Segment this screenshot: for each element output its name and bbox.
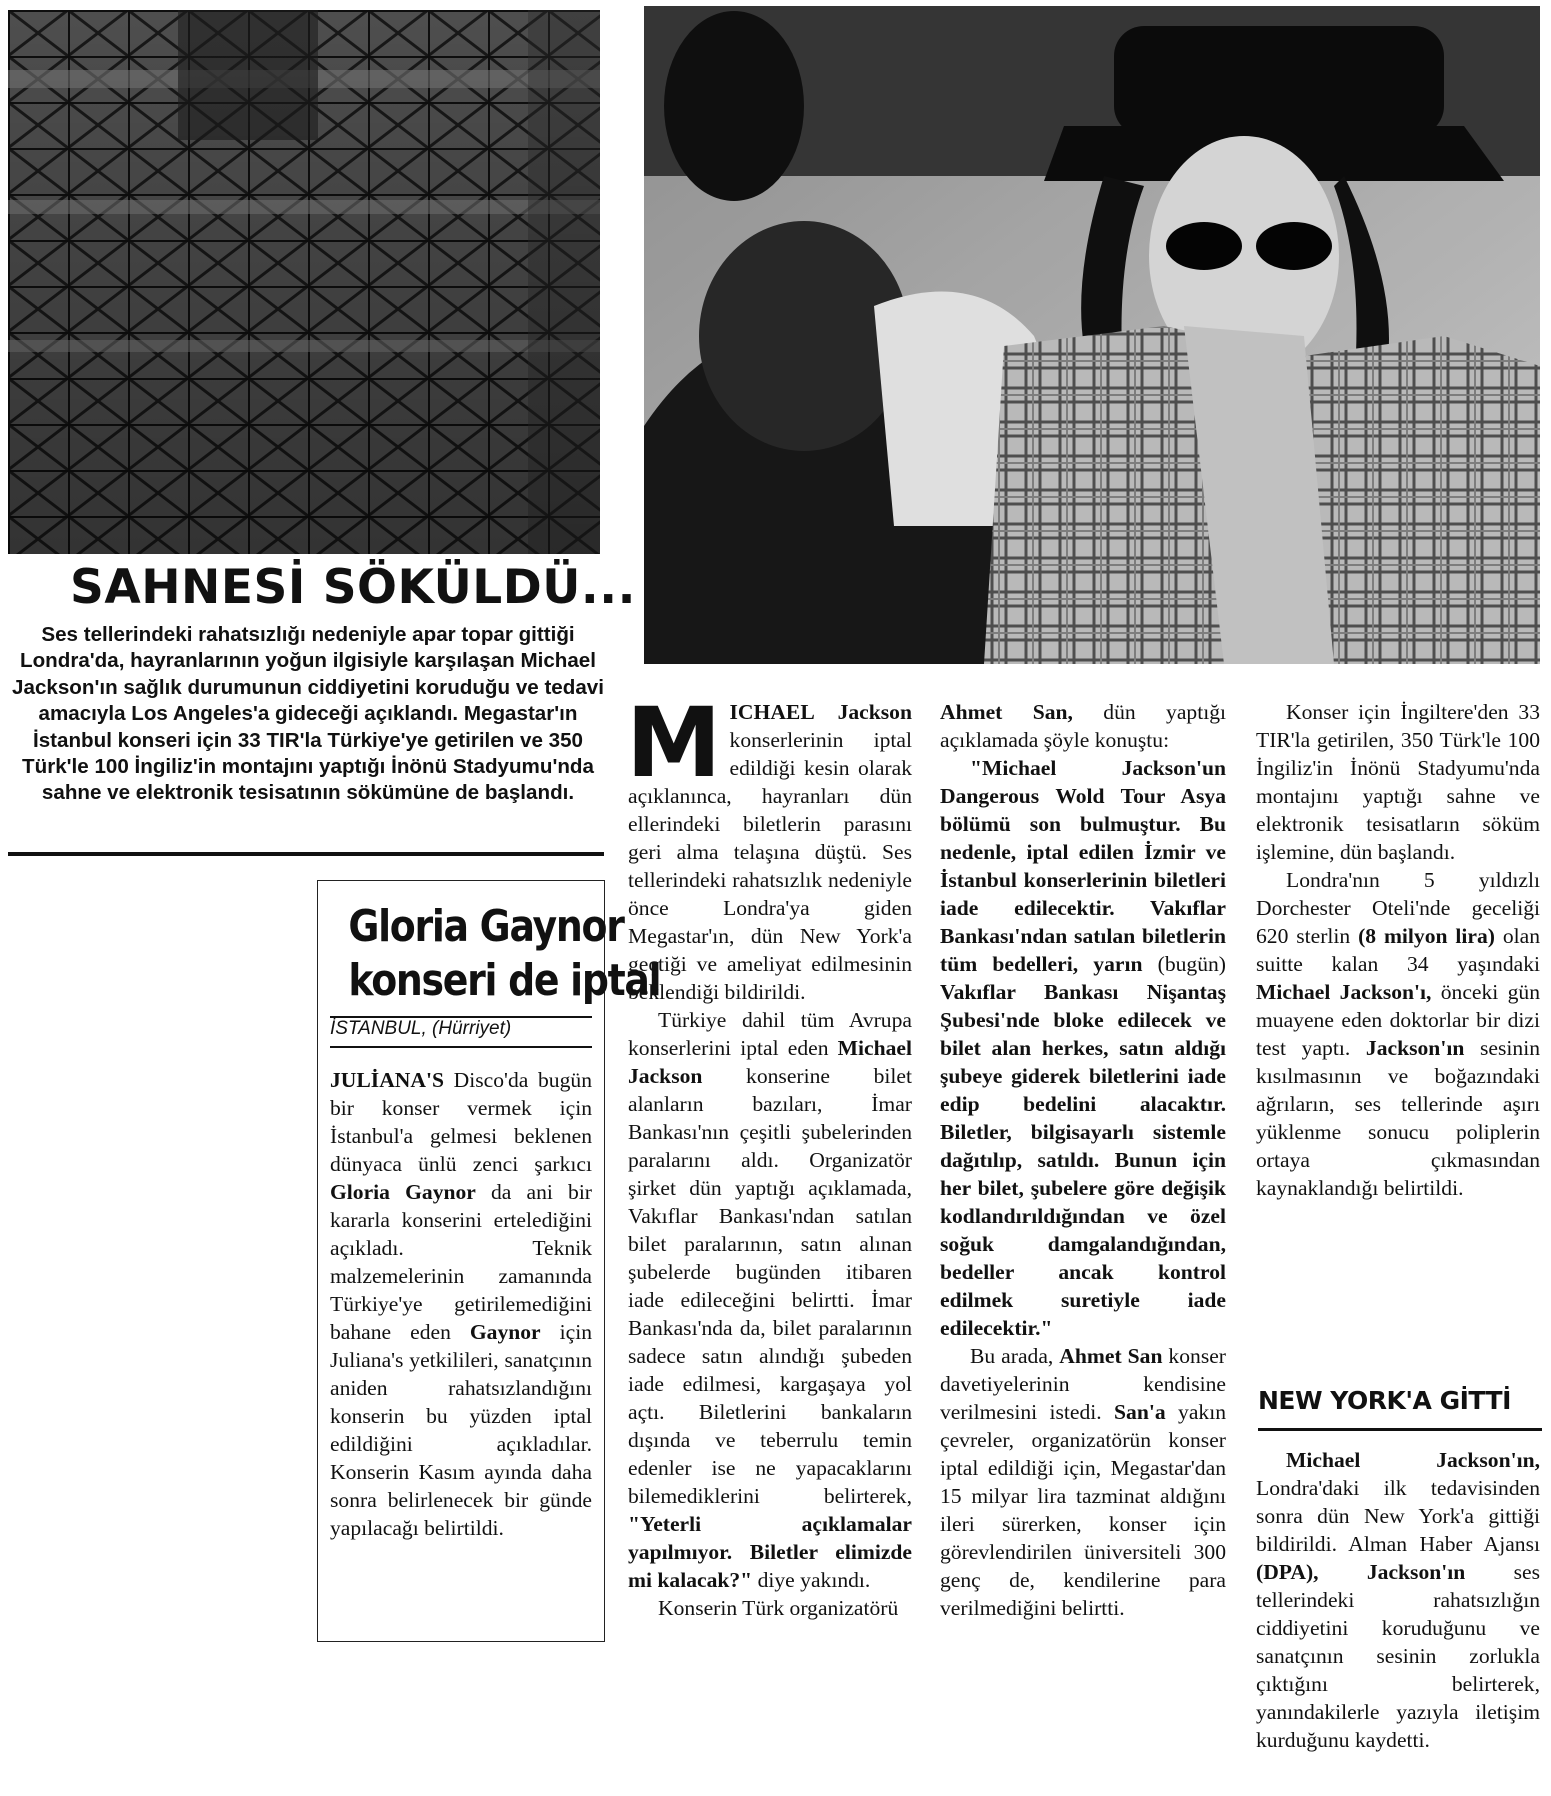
bold-text: "Yeterli açıklamalar yapılmıyor. Biletler elimizde mi kalacak?" — [628, 1512, 912, 1592]
body-text: da ani bir kararla konserini ertelediğini açıkladı. Teknik malzemelerinin zamanında Türkiye'ye getirilemediğini bahane eden — [330, 1180, 593, 1344]
bold-text: Gaynor — [469, 1320, 541, 1344]
newyork-body — [1256, 1446, 1540, 1754]
body-text: için Juliana's yetkilileri, sanatçının aniden rahatsızlandığını konserin bu yüzden iptal edildiğini açıkladılar. Konserin Kasım ayında daha sonra belirlenecek bir günde yapılacağı belirtildi. — [330, 1320, 592, 1540]
body-text: ses tellerindeki rahatsızlığın ciddiyetini koruduğunu ve sanatçının sesinin zorlukla çıktığını belirterek, yanındakilerle yazıyla iletişim kurduğunu kaydetti. — [1256, 1560, 1540, 1752]
sahne-headline: SAHNESİ SÖKÜLDÜ... — [70, 560, 636, 615]
bold-text: JULİANA'S — [330, 1068, 444, 1092]
body-text: diye yakındı. — [752, 1568, 871, 1592]
quote-text: "Michael Jackson'un Dangerous Wold Tour Asya bölümü son bulmuştur. Bu nedenle, iptal edilen İzmir ve İstanbul konserlerinin biletleri iade edilecektir. Vakıflar Bankası'ndan satılan biletlerin tüm bedelleri, yarın — [940, 756, 1226, 976]
body-text: Türkiye dahil tüm Avrupa konserlerini iptal eden — [628, 1008, 912, 1060]
body-text: önceki gün muayene eden doktorlar bir dizi test yaptı. — [1256, 980, 1540, 1060]
body-text: konser davetiyelerinin kendisine verilmesini istedi. — [940, 1344, 1226, 1424]
bold-text: Gloria Gaynor — [330, 1180, 476, 1204]
bold-text: Ahmet San, — [940, 700, 1073, 724]
body-text: Konser için İngiltere'den 33 TIR'la getirilen, 350 Türk'le 100 İngiliz'in İnönü Stadyumu'nda montajını yaptığı sahne ve elektronik tesisatların söküm işlemine, dün başlandı. — [1256, 700, 1540, 864]
bold-text: Jackson'ın — [1365, 1036, 1465, 1060]
jackson-photo — [644, 6, 1540, 664]
body-text: Londra'nın 5 yıldızlı Dorchester Oteli'nde geceliği 620 sterlin — [1256, 868, 1540, 948]
divider — [1258, 1428, 1542, 1431]
gloria-body — [330, 1066, 592, 1542]
body-text: Bu arada, — [970, 1344, 1060, 1368]
quote-text: Vakıflar Bankası Nişantaş Şubesi'nde bloke edilecek ve bilet alan herkes, satın aldığı şubeye giderek biletlerini iade edip bedelini alacaktır. Biletler, bilgisayarlı sistemle dağıtılıp, satıldı. Bunun için her bilet, şubelere göre değişik kodlandırıldığından ve özel soğuk damgalandığından, bedeller ancak kontrol edilmek suretiyle iade edilecektir." — [940, 980, 1226, 1340]
gloria-headline-line1: Gloria Gaynor — [348, 901, 624, 952]
bold-text: Michael Jackson — [628, 1036, 912, 1088]
divider — [330, 1046, 592, 1048]
bold-text: (DPA), Jackson'ın — [1256, 1560, 1466, 1584]
gloria-headline — [348, 900, 661, 1008]
bold-text: Michael Jackson'ı, — [1256, 980, 1432, 1004]
newyork-subhead: NEW YORK'A GİTTİ — [1258, 1386, 1511, 1415]
divider — [8, 852, 604, 856]
scaffolding-photo — [8, 10, 600, 554]
body-text: olan suitte kalan 34 yaşındaki — [1256, 924, 1541, 976]
sahne-lead: Ses tellerindeki rahatsızlığı nedeniyle apar topar gittiği Londra'da, hayranlarının yoğun ilgisiyle karşılaşan Michael Jackson'ın sağlık durumunun ciddiyetini koruduğu ve tedavi amacıyla Los Angeles'a gideceği açıklandı. Megastar'ın İstanbul konseri için 33 TIR'la Türkiye'ye getirilen ve 350 Türk'le 100 İngiliz'in montajını yaptığı İnönü Stadyumu'nda sahne ve elektronik tesisatının sökümüne de başlandı. — [12, 623, 604, 805]
body-text: Disco'da bugün bir konser vermek için İstanbul'a gelmesi beklenen dünyaca ünlü zenci şarkıcı — [330, 1068, 592, 1176]
body-text: yakın çevreler, organizatörün konser iptal edildiği için, Megastar'dan 15 milyar lira tazminat aldığını ileri sürerken, konser için görevlendirilen üniversiteli 300 genç de, kendilerine para verilmediğini belirtti. — [940, 1400, 1226, 1620]
body-text: (bugün) — [1157, 952, 1226, 976]
article-column-3 — [1256, 698, 1540, 1202]
body-text: Konserin Türk organizatörü — [658, 1596, 899, 1620]
gloria-dateline: İSTANBUL, (Hürriyet) — [330, 1018, 512, 1039]
body-text: sesinin kısılmasının ve boğazındaki ağrıların, ses tellerinde aşırı yüklenme sonucu poliplerin ortaya çıkmasından kaynaklandığı belirtildi. — [1256, 1036, 1540, 1200]
bold-text: Michael Jackson'ın, — [1286, 1448, 1540, 1472]
bold-text: (8 milyon lira) — [1358, 924, 1495, 948]
article-column-2 — [940, 698, 1226, 1622]
body-text: Londra'daki ilk tedavisinden sonra dün New York'a gittiği bildirildi. Alman Haber Ajansı — [1256, 1476, 1540, 1556]
drop-cap: M — [626, 687, 722, 799]
bold-text: Ahmet San — [1059, 1344, 1163, 1368]
bold-text: ICHAEL Jackson — [729, 700, 912, 724]
bold-text: San'a — [1114, 1400, 1166, 1424]
body-text: konserlerinin iptal edildiği kesin olarak açıklanınca, hayranları dün ellerindeki biletlerin parasını geri alma telaşına düştü. Ses tellerindeki rahatsızlık nedeniyle önce Londra'ya giden Megastar'ın, dün New York'a geçtiği ve ameliyat edilmesinin beklendiği bildirildi. — [628, 728, 912, 1004]
article-column-1 — [626, 687, 912, 1622]
gloria-headline-line2: konseri de iptal — [348, 955, 661, 1006]
body-text: konserine bilet alanların bazıları, İmar Bankası'nın çeşitli şubelerinden paralarını aldı. Organizatör şirket dün yaptığı açıklamada, Vakıflar Bankası'ndan satılan bilet paralarının, satın alınan şubelerde bugünden itibaren iade edileceğini belirtti. İmar Bankası'nda da, bilet paralarının sadece satın alındığı şubeden iade edilmesi, kargaşaya yol açtı. Biletlerini bankaların dışında ve teberrulu temin edenler ise ne yapacaklarını bilemediklerini belirterek, — [628, 1064, 912, 1508]
body-text: dün yaptığı açıklamada şöyle konuştu: — [940, 700, 1226, 752]
